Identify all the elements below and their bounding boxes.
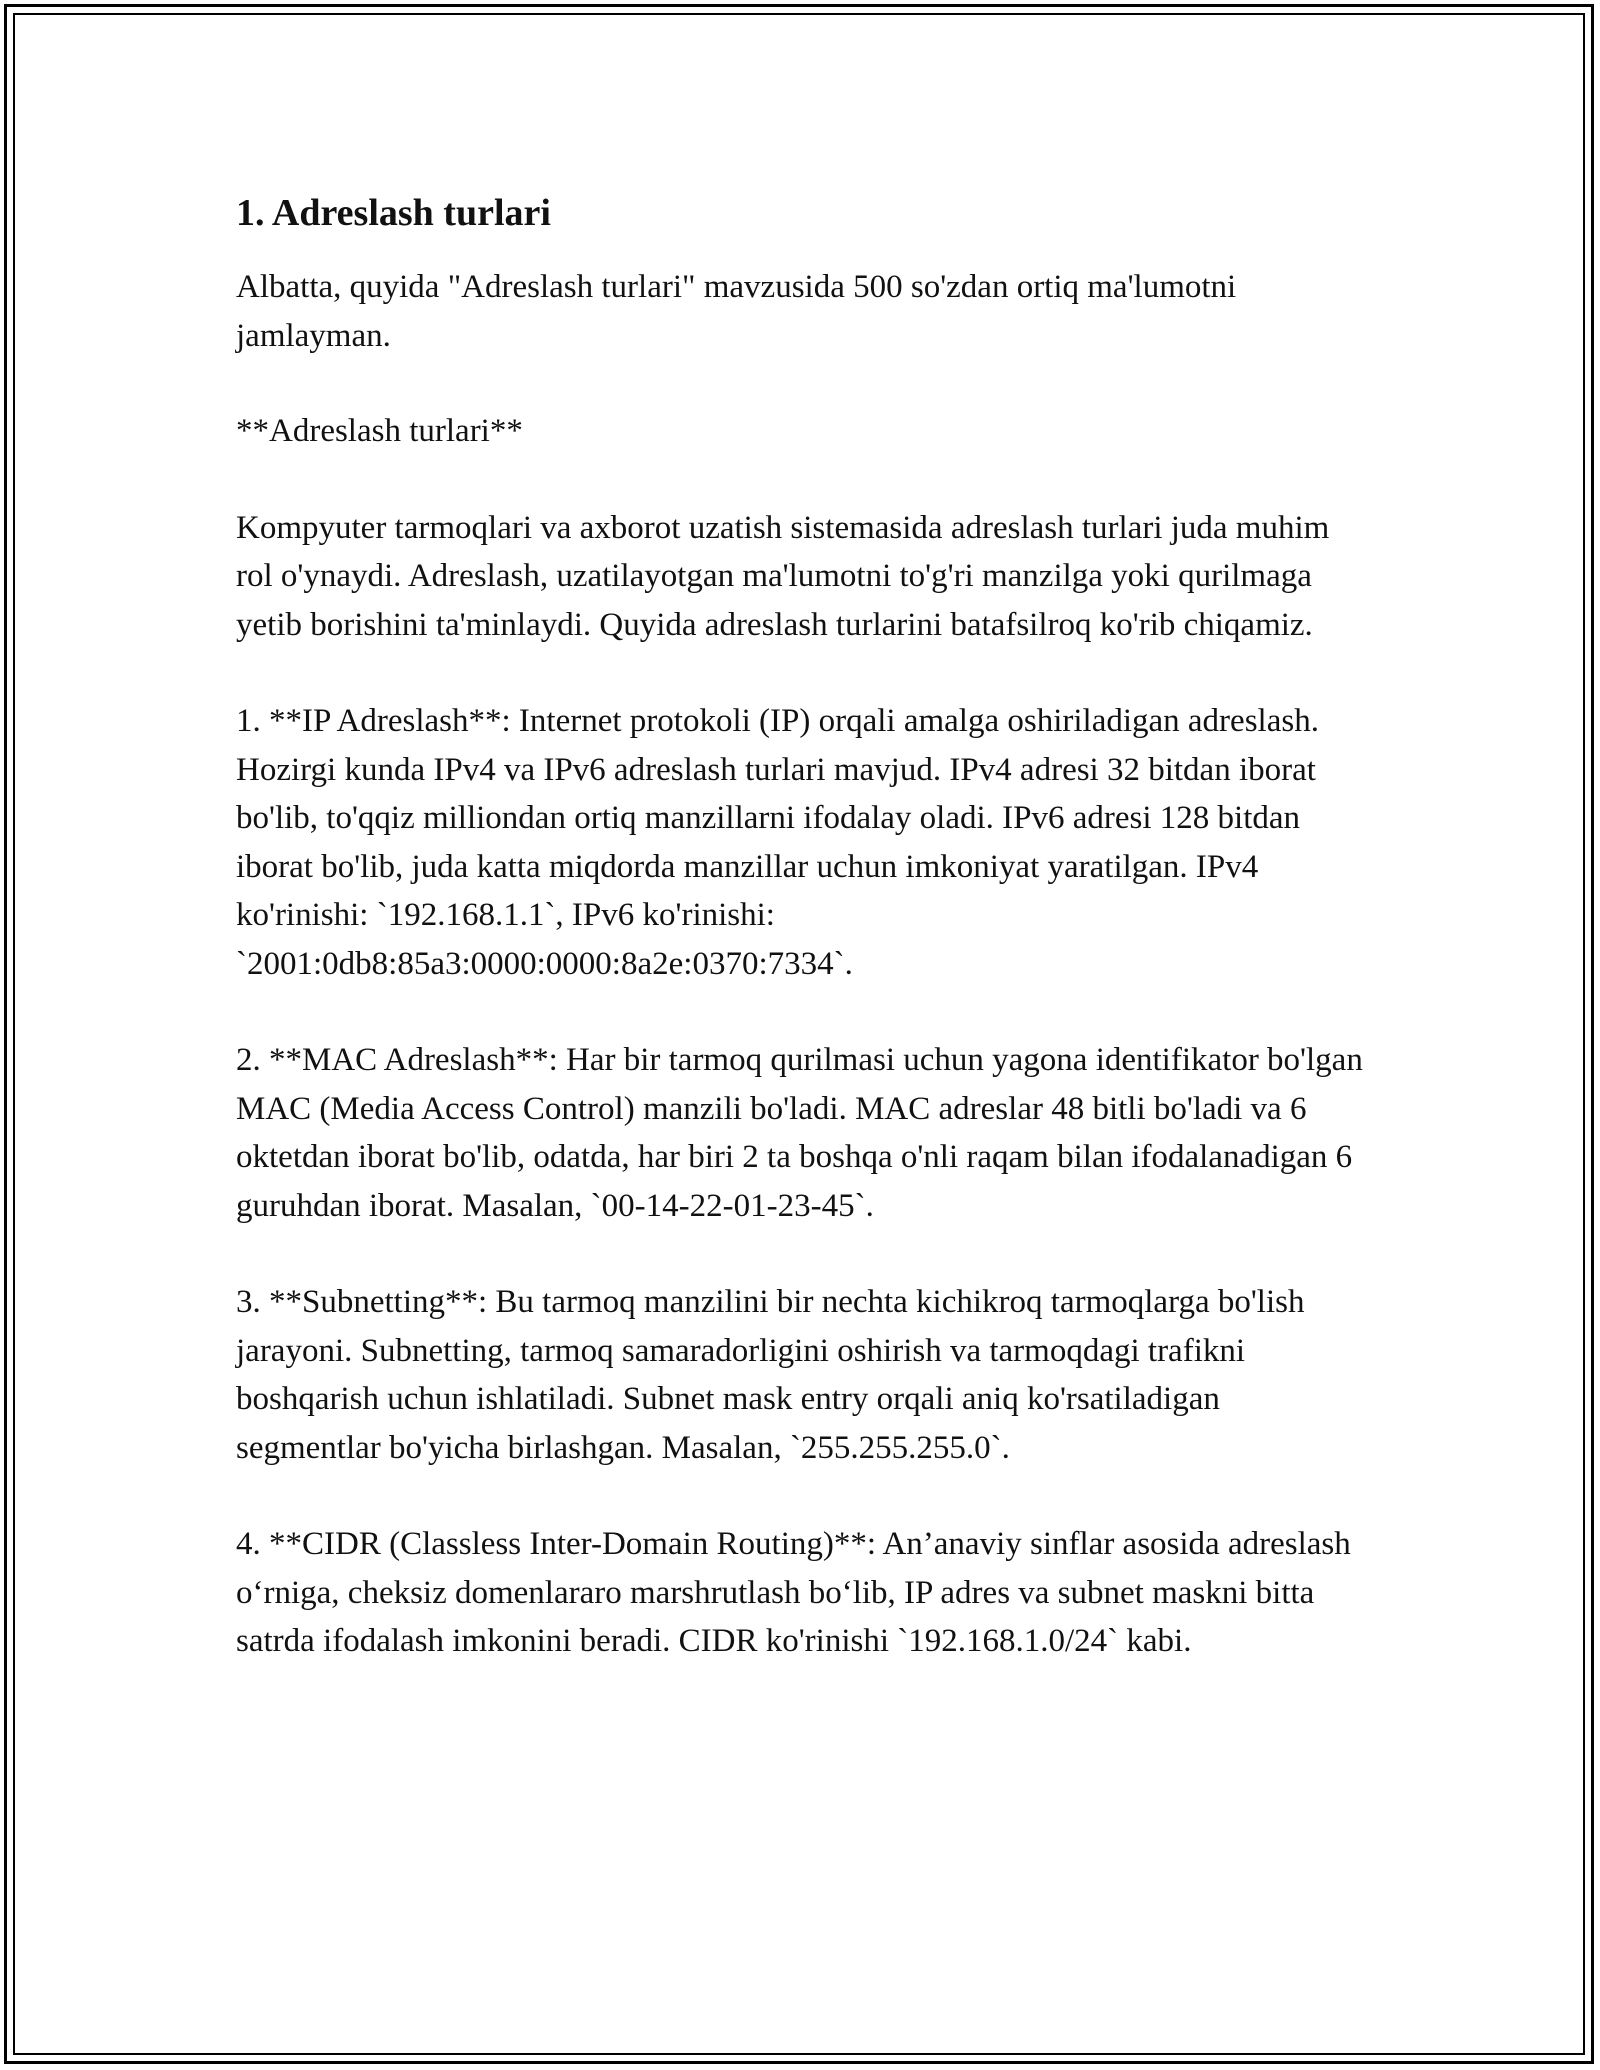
document-body bbox=[236, 188, 1371, 1666]
overview-paragraph: Kompyuter tarmoqlari va axborot uzatish sistemasida adreslash turlari juda muhim rol o'ynaydi. Adreslash, uzatilayotgan ma'lumotni to'g'ri manzilga yoki qurilmaga yetib borishini ta'minlaydi. Quyida adreslash turlarini batafsilroq ko'rib chiqamiz. bbox=[236, 509, 1338, 643]
list-item-ip-adreslash: 1. **IP Adreslash**: Internet protokoli (IP) orqali amalga oshiriladigan adreslash. Hozirgi kunda IPv4 va IPv6 adreslash turlari mavjud. IPv4 adresi 32 bitdan iborat bo'lib, to'qqiz milliondan ortiq manzillarni ifodalay oladi. IPv6 adresi 128 bitdan iborat bo'lib, juda katta miqdorda manzillar uchun imkoniyat yaratilgan. IPv4 ko'rinishi: `192.168.1.1`, IPv6 ko'rinishi: `2001:0db8:85a3:0000:0000:8a2e:0370:7334`. bbox=[236, 703, 1328, 982]
section-heading: 1. Adreslash turlari bbox=[236, 192, 551, 234]
list-item-subnetting: 3. **Subnetting**: Bu tarmoq manzilini bir nechta kichikroq tarmoqlarga bo'lish jarayoni. Subnetting, tarmoq samaradorligini oshirish va tarmoqdagi trafikni boshqarish uchun ishlatiladi. Subnet mask entry orqali aniq ko'rsatiladigan segmentlar bo'yicha birlashgan. Masalan, `255.255.255.0`. bbox=[236, 1284, 1313, 1466]
list-item-cidr: 4. **CIDR (Classless Inter-Domain Routing)**: An’anaviy sinflar asosida adreslash o‘rniga, cheksiz domenlararo marshrutlash bo‘lib, IP adres va subnet maskni bitta satrda ifodalash imkonini beradi. CIDR ko'rinishi `192.168.1.0/24` kabi. bbox=[236, 1526, 1359, 1659]
intro-paragraph: Albatta, quyida "Adreslash turlari" mavzusida 500 so'zdan ortiq ma'lumotni jamlayman. bbox=[236, 269, 1245, 354]
subtitle-paragraph: **Adreslash turlari** bbox=[236, 413, 523, 449]
list-item-mac-adreslash: 2. **MAC Adreslash**: Har bir tarmoq qurilmasi uchun yagona identifikator bo'lgan MAC (Media Access Control) manzili bo'ladi. MAC adreslar 48 bitli bo'ladi va 6 oktetdan iborat bo'lib, odatda, har biri 2 ta boshqa o'nli raqam bilan ifodalanadigan 6 guruhdan iborat. Masalan, `00-14-22-01-23-45`. bbox=[236, 1042, 1372, 1224]
